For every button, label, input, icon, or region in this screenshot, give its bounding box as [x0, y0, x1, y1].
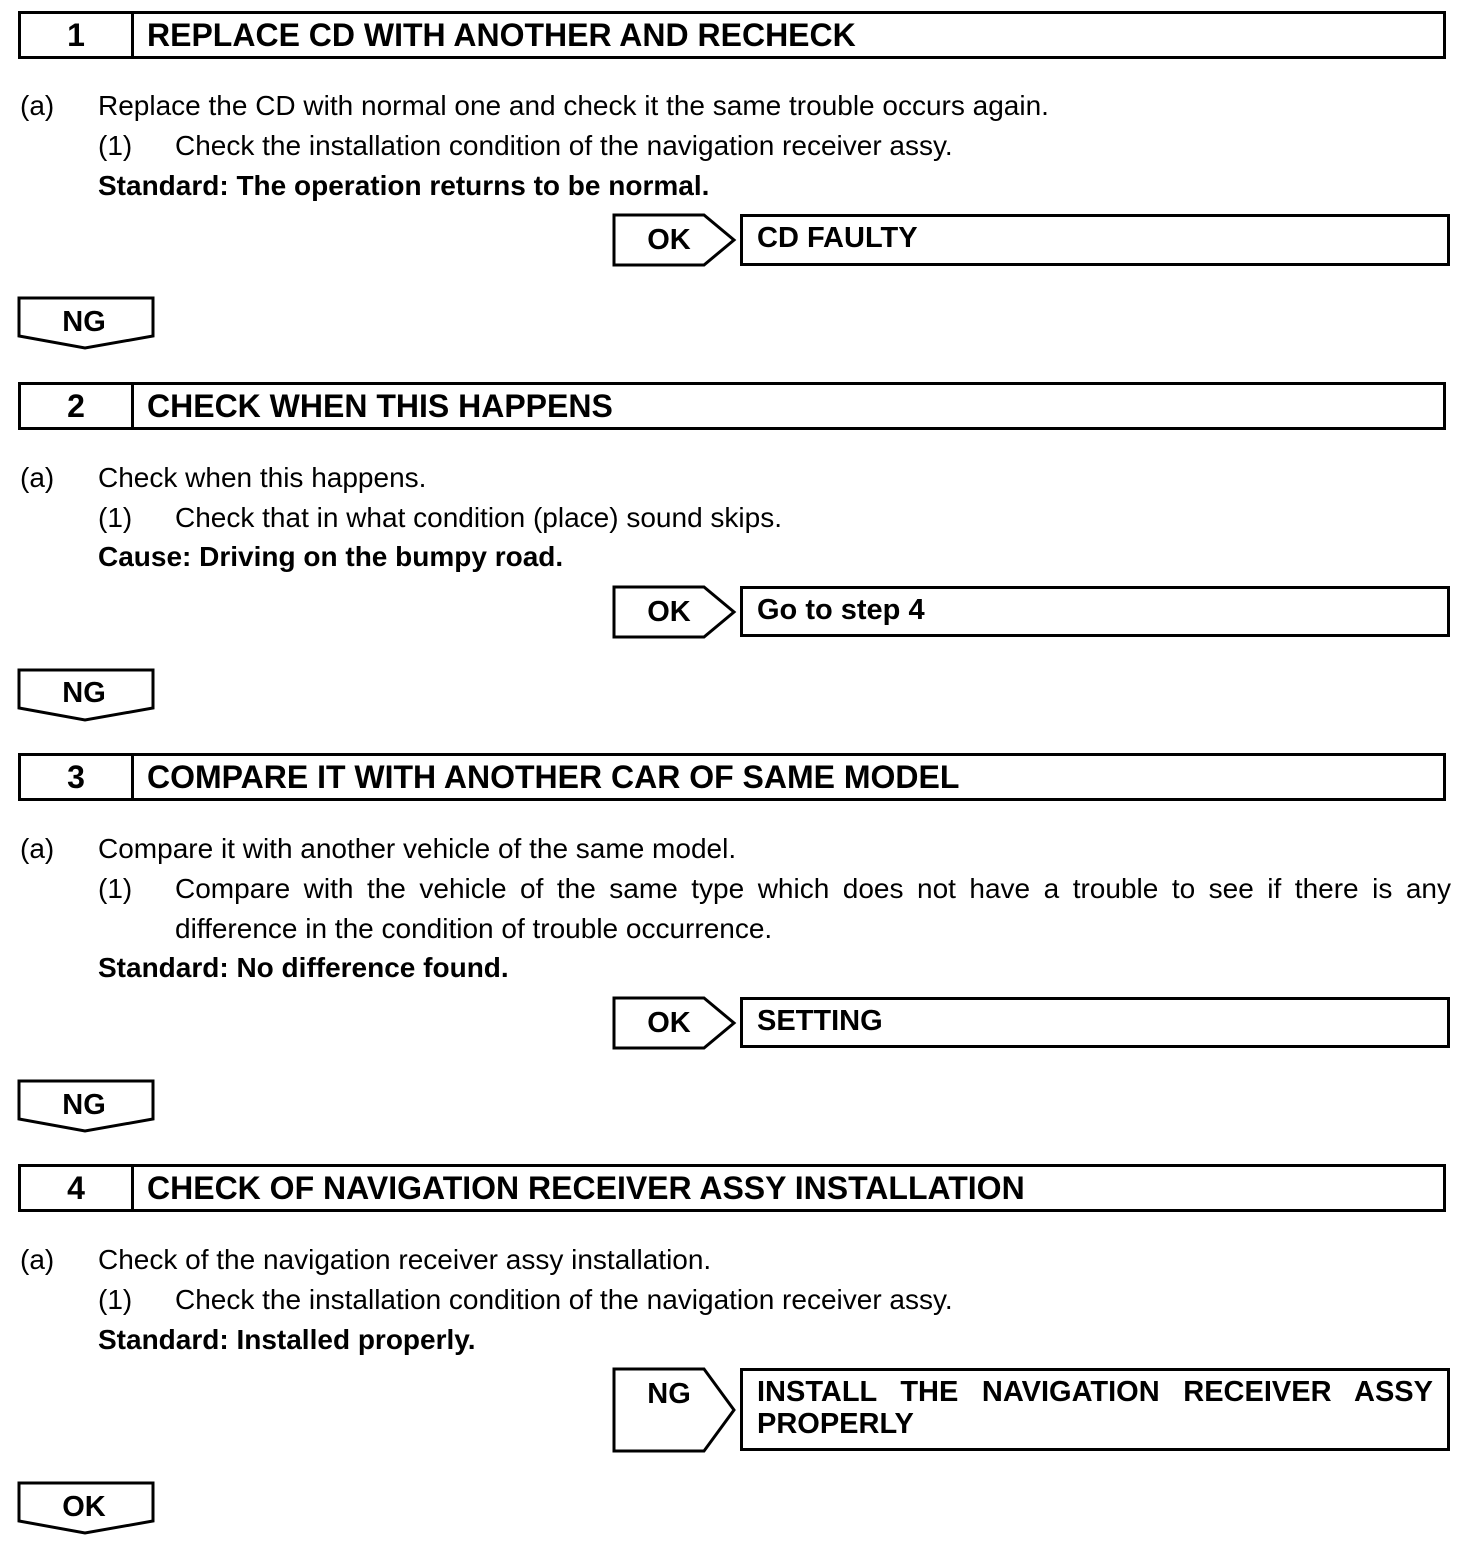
- item-text: Check when this happens.: [98, 462, 427, 493]
- next-label: NG: [62, 1089, 106, 1121]
- standard-text: Cause: Driving on the bumpy road.: [98, 541, 564, 572]
- subitem-text-continued: difference in the condition of trouble occurrence.: [175, 913, 773, 944]
- subitem-label: (1): [98, 130, 133, 161]
- result-text: INSTALL THE NAVIGATION RECEIVER ASSY: [757, 1376, 1433, 1408]
- subitem-label: (1): [98, 873, 133, 904]
- next-label: OK: [62, 1491, 106, 1523]
- step-title: COMPARE IT WITH ANOTHER CAR OF SAME MODEL: [147, 758, 960, 795]
- item-text: Compare it with another vehicle of the same model.: [98, 833, 737, 864]
- branch-label: NG: [647, 1378, 691, 1410]
- result-text: CD FAULTY: [757, 222, 918, 254]
- step-3-header: [18, 753, 1446, 801]
- item-label: (a): [20, 462, 55, 493]
- subitem-text: Check that in what condition (place) sound skips.: [175, 502, 782, 533]
- branch-label: OK: [647, 596, 691, 628]
- step-1-header: [18, 11, 1446, 59]
- next-label: NG: [62, 306, 106, 338]
- standard-text: Standard: The operation returns to be normal.: [98, 170, 710, 201]
- step-title: CHECK WHEN THIS HAPPENS: [147, 387, 613, 424]
- item-text: Check of the navigation receiver assy installation.: [98, 1244, 712, 1275]
- subitem-label: (1): [98, 1284, 133, 1315]
- step-number: 2: [21, 385, 134, 427]
- next-label: NG: [62, 677, 106, 709]
- standard-text: Standard: No difference found.: [98, 952, 509, 983]
- result-box: [740, 214, 1450, 266]
- item-text: Replace the CD with normal one and check it the same trouble occurs again.: [98, 90, 1049, 121]
- result-box: [740, 1368, 1450, 1451]
- step-number: 4: [21, 1167, 134, 1209]
- result-box: [740, 997, 1450, 1048]
- subitem-text: Check the installation condition of the navigation receiver assy.: [175, 130, 953, 161]
- result-text-continued: PROPERLY: [757, 1408, 914, 1440]
- subitem-label: (1): [98, 502, 133, 533]
- result-box: [740, 586, 1450, 637]
- subitem-text: Compare with the vehicle of the same type which does not have a trouble to see if there is any: [175, 873, 1451, 904]
- branch-label: OK: [647, 224, 691, 256]
- step-number: 1: [21, 14, 134, 56]
- item-label: (a): [20, 1244, 55, 1275]
- branch-label: OK: [647, 1007, 691, 1039]
- item-label: (a): [20, 90, 55, 121]
- step-4-header: [18, 1164, 1446, 1212]
- step-title: REPLACE CD WITH ANOTHER AND RECHECK: [147, 16, 856, 53]
- step-title: CHECK OF NAVIGATION RECEIVER ASSY INSTALLATION: [147, 1169, 1025, 1206]
- result-text: Go to step 4: [757, 594, 925, 626]
- step-number: 3: [21, 756, 134, 798]
- subitem-text: Check the installation condition of the navigation receiver assy.: [175, 1284, 953, 1315]
- item-label: (a): [20, 833, 55, 864]
- result-text: SETTING: [757, 1005, 883, 1037]
- step-2-header: [18, 382, 1446, 430]
- standard-text: Standard: Installed properly.: [98, 1324, 476, 1355]
